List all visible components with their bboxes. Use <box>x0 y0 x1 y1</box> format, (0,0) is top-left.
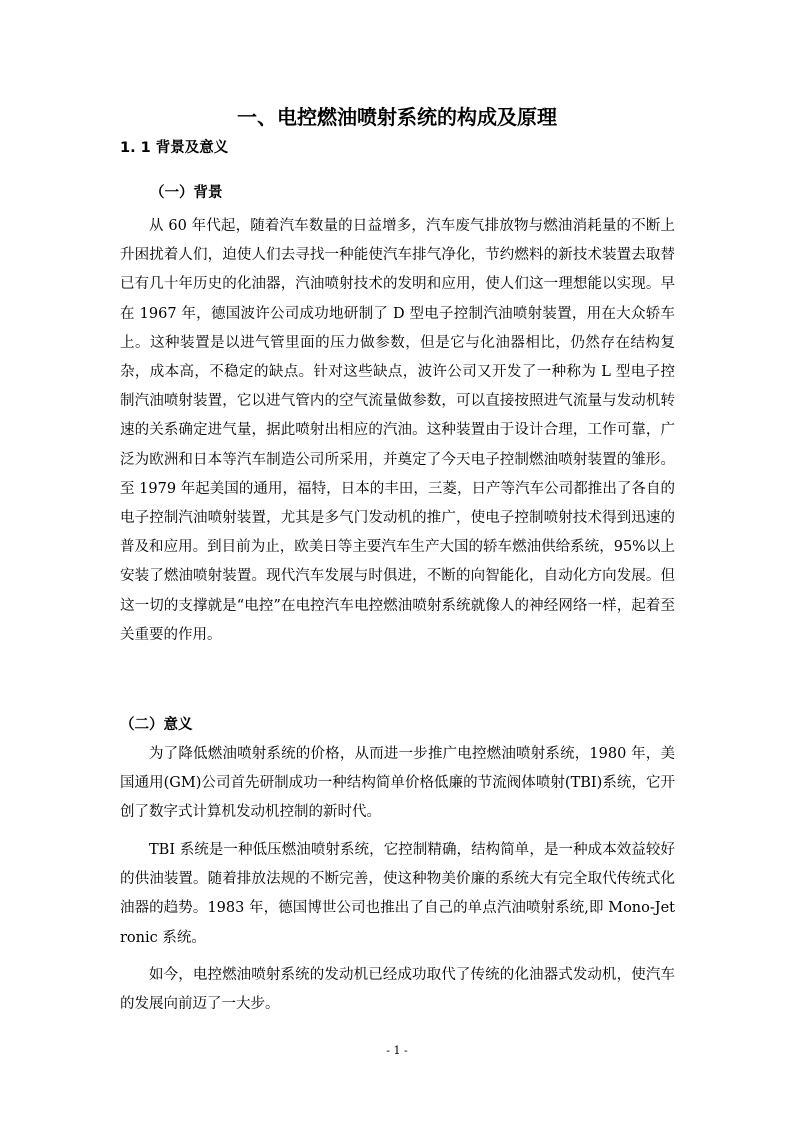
page-number: - 1 - <box>386 1044 408 1057</box>
paragraph-significance-2: TBI 系统是一种低压燃油喷射系统，它控制精确，结构简单，是一种成本效益较好的供油装置。随着排放法规的不断完善，使这种物美价廉的系统大有完全取代传统式化油器的趋势。1983 年，德国博世公司也推出了自己的单点汽油喷射系统,即 Mono-Jetronic 系统。 <box>120 842 675 946</box>
document-title: 一、电控燃油喷射系统的构成及原理 <box>237 105 557 129</box>
paragraph-significance-3: 如今，电控燃油喷射系统的发动机已经成功取代了传统的化油器式发动机，使汽车的发展向前迈了一大步。 <box>120 967 675 1013</box>
paragraph-significance-1: 为了降低燃油喷射系统的价格，从而进一步推广电控燃油喷射系统，1980 年，美国通用(GM)公司首先研制成功一种结构简单价格低廉的节流阀体喷射(TBI)系统，它开创了数字式计算机发动机控制的新时代。 <box>120 746 675 821</box>
subsection-heading-background: （一）背景 <box>150 185 223 201</box>
subsection-heading-significance: （二）意义 <box>120 717 193 733</box>
paragraph-background: 从 60 年代起，随着汽车数量的日益增多，汽车废气排放物与燃油消耗量的不断上升困扰着人们，迫使人们去寻找一种能使汽车排气净化，节约燃料的新技术装置去取替已有几十年历史的化油器，汽油喷射技术的发明和应用，使人们这一理想能以实现。早在 1967 年，德国波许公司成功地研制了 D 型电子控制汽油喷射装置，用在大众轿车上。这种装置是以进气管里面的压力做参数，但是它与化油器相比，仍然存在结构复杂，成本高，不稳定的缺点。针对这些缺点，波许公司又开发了一种称为 L 型电子控制汽油喷射装置，它以进气管内的空气流量做参数，可以直接按照进气流量与发动机转速的关系确定进气量，据此喷射出相应的汽油。这种装置由于设计合理，工作可靠，广泛为欧洲和日本等汽车制造公司所采用，并奠定了今天电子控制燃油喷射装置的雏形。至 1979 年起美国的通用，福特，日本的丰田，三菱，日产等汽车公司都推出了各自的电子控制汽油喷射装置，尤其是多气门发动机的推广，使电子控制喷射技术得到迅速的普及和应用。到目前为止，欧美日等主要汽车生产大国的轿车燃油供给系统，95%以上安装了燃油喷射装置。现代汽车发展与时俱进，不断的向智能化，自动化方向发展。但这一切的支撑就是“电控”在电控汽车电控燃油喷射系统就像人的神经网络一样，起着至关重要的作用。 <box>120 218 675 643</box>
section-heading: 1. 1 背景及意义 <box>120 140 229 156</box>
